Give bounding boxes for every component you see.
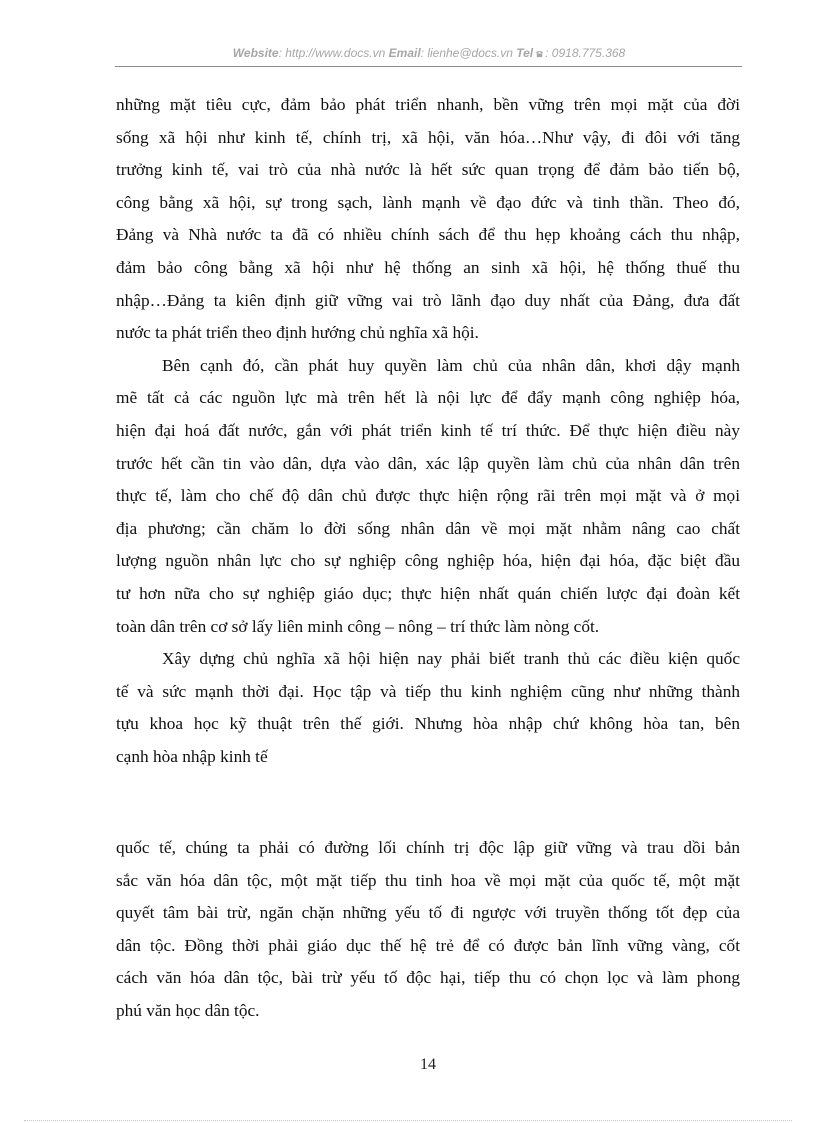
body-line: Xây dựng chủ nghĩa xã hội hiện nay phải biết tranh thủ các điều kiện quốc xyxy=(162,649,740,669)
body-line: sắc văn hóa dân tộc, một mặt tiếp thu tinh hoa về mọi mặt của quốc tế, một mặt xyxy=(116,870,740,890)
body-line: nước ta phát triển theo định hướng chủ nghĩa xã hội. xyxy=(116,323,479,343)
body-line: dân tộc. Đồng thời phải giáo dục thế hệ trẻ để có được bản lĩnh vững vàng, cốt xyxy=(116,935,740,955)
body-line: sống xã hội như kinh tế, chính trị, xã hội, văn hóa…Như vậy, đi đôi với tăng xyxy=(116,127,740,147)
phone-icon xyxy=(535,49,544,58)
page-bottom-divider xyxy=(24,1120,792,1121)
body-line: toàn dân trên cơ sở lấy liên minh công – nông – trí thức làm nòng cốt. xyxy=(116,616,600,636)
body-line: nhập…Đảng ta kiên định giữ vững vai trò lãnh đạo duy nhất của Đảng, đưa đất xyxy=(116,290,740,310)
body-line: quyết tâm bài trừ, ngăn chặn những yếu tố đi ngược với truyền thống tốt đẹp của xyxy=(116,903,740,923)
body-line: quốc tế, chúng ta phải có đường lối chính trị độc lập giữ vững và trau dồi bản xyxy=(116,838,740,857)
body-line: tựu khoa học kỹ thuật trên thế giới. Nhưng hòa nhập chứ không hòa tan, bên xyxy=(116,714,740,734)
body-line: cạnh hòa nhập kinh tế xyxy=(116,746,268,766)
page-number: 14 xyxy=(420,1056,436,1073)
website-value: : http://www.docs.vn xyxy=(278,46,386,60)
body-line: Bên cạnh đó, cần phát huy quyền làm chủ của nhân dân, khơi dậy mạnh xyxy=(162,355,740,375)
body-line: mẽ tất cả các nguồn lực mà trên hết là nội lực để đẩy mạnh công nghiệp hóa, xyxy=(116,388,740,408)
body-block-2 xyxy=(116,832,740,1028)
body-line: lượng nguồn nhân lực cho sự nghiệp công nghiệp hóa, hiện đại hóa, đặc biệt đầu xyxy=(116,551,740,571)
body-line: đảm bảo công bằng xã hội như hệ thống an sinh xã hội, hệ thống thuế thu xyxy=(116,257,740,277)
body-line: phú văn học dân tộc. xyxy=(116,1000,260,1020)
header-rule xyxy=(115,66,742,67)
page-header xyxy=(115,46,743,66)
body-line: Đảng và Nhà nước ta đã có nhiều chính sách để thu hẹp khoảng cách thu nhập, xyxy=(116,225,740,245)
body-line: trước hết cần tin vào dân, dựa vào dân, xác lập quyền làm chủ của nhân dân trên xyxy=(116,453,740,473)
body-line: những mặt tiêu cực, đảm bảo phát triển nhanh, bền vững trên mọi mặt của đời xyxy=(116,95,740,114)
body-line: cách văn hóa dân tộc, bài trừ yếu tố độc hại, tiếp thu có chọn lọc và làm phong xyxy=(116,968,740,988)
body-line: công bằng xã hội, sự trong sạch, lành mạnh về đạo đức và tinh thần. Theo đó, xyxy=(116,192,740,212)
body-line: tư hơn nữa cho sự nghiệp giáo dục; thực hiện nhất quán chiến lược đại đoàn kết xyxy=(116,583,740,603)
body-block-1 xyxy=(116,89,740,773)
tel-label: Tel xyxy=(516,46,534,60)
body-line: thực tế, làm cho chế độ dân chủ được thực hiện rộng rãi trên mọi mặt và ở mọi xyxy=(116,486,740,506)
body-line: trưởng kinh tế, vai trò của nhà nước là hết sức quan trọng để đảm bảo tiến bộ, xyxy=(116,160,740,180)
body-line: tế và sức mạnh thời đại. Học tập và tiếp thu kinh nghiệm cũng như những thành xyxy=(116,681,740,701)
email-value: : lienhe@docs.vn xyxy=(420,46,513,60)
website-label: Website xyxy=(232,46,279,60)
tel-value: : 0918.775.368 xyxy=(545,46,626,60)
email-label: Email xyxy=(388,46,421,60)
body-line: hiện đại hoá đất nước, gắn với phát triển kinh tế trí thức. Để thực hiện điều này xyxy=(116,420,740,440)
body-line: địa phương; cần chăm lo đời sống nhân dân về mọi mặt nhằm nâng cao chất xyxy=(116,518,740,538)
